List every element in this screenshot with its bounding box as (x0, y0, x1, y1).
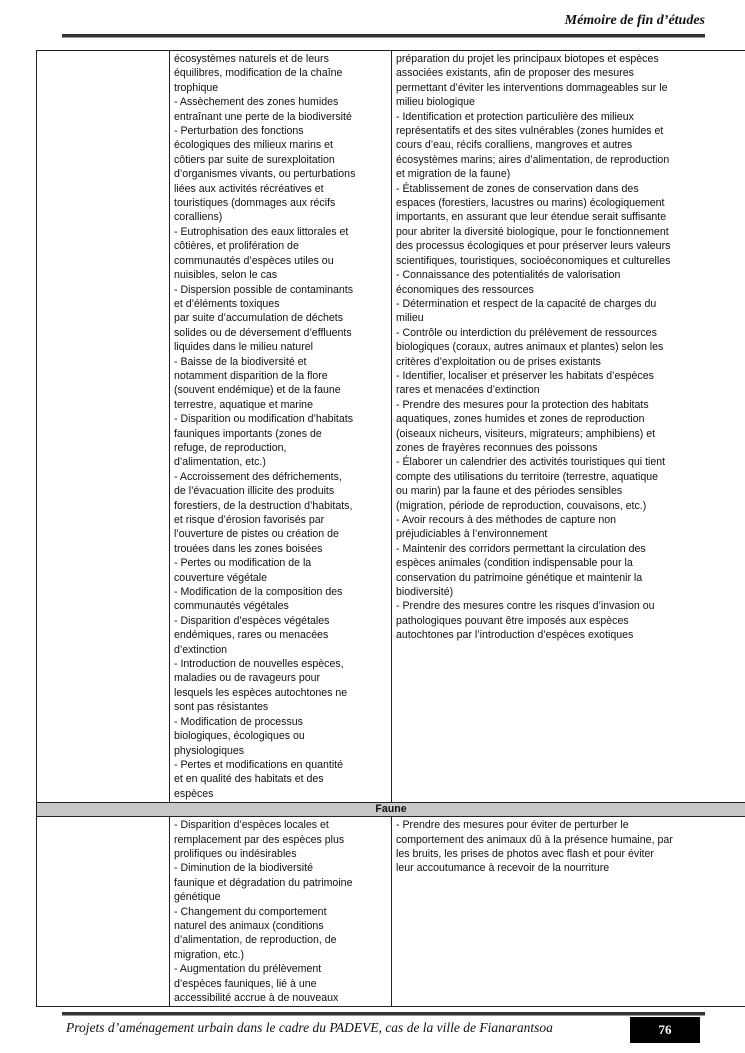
text-line: de l’évacuation illicite des produits (174, 485, 335, 498)
header-rule (62, 34, 705, 38)
text-line: critères d’exploitation ou de prises existants (396, 355, 601, 368)
text-line: liquides dans le milieu naturel (174, 341, 313, 354)
text-line: physiologiques (174, 744, 245, 757)
text-line: d’alimentation, etc.) (174, 456, 266, 469)
text-line: côtières, et prolifération de (174, 240, 299, 253)
text-line: représentatifs et des sites vulnérables (zones humides et (396, 125, 664, 138)
text-line: préjudiciables à l’environnement (396, 528, 548, 541)
text-line: - Perturbation des fonctions (174, 125, 304, 138)
text-line: couverture végétale (174, 571, 268, 584)
text-line: compte des utilisations du territoire (terrestre, aquatique (396, 470, 659, 483)
text-line: l’ouverture de pistes ou création de (174, 528, 339, 541)
text-line: endémiques, rares ou menacées (174, 629, 329, 642)
text-line: écologiques des milieux marins et (174, 139, 333, 152)
text-line: conservation du patrimoine génétique et maintenir la (396, 571, 643, 584)
text-line: écosystèmes naturels et de leurs (174, 53, 329, 65)
text-line: associées existants, afin de proposer des mesures (396, 67, 634, 80)
text-line: et en qualité des habitats et des (174, 773, 324, 786)
text-line: importants, en assurant que leur étendue serait suffisante (396, 211, 667, 224)
text-line: - Disparition d’espèces végétales (174, 614, 330, 627)
text-line: coralliens) (174, 211, 223, 224)
text-line: rares et menacées d’extinction (396, 384, 540, 397)
text-line: zones de frayères reconnues des poissons (396, 441, 598, 454)
text-line: sont pas résistantes (174, 701, 269, 714)
text-line: - Prendre des mesures contre les risques d’invasion ou (396, 600, 655, 613)
text-line: d’espèces fauniques, lié à une (174, 977, 317, 990)
page-number: 76 (630, 1017, 700, 1043)
text-line: - Modification de la composition des (174, 586, 343, 599)
text-line: biologiques, écologiques ou (174, 730, 305, 743)
text-line: - Assèchement des zones humides (174, 96, 339, 109)
text-line: - Disparition d’espèces locales et (174, 819, 329, 832)
text-line: - Prendre des mesures pour la protection des habitats (396, 398, 649, 411)
text-line: écosystèmes marins; aires d’alimentation, de reproduction (396, 153, 670, 166)
text-line: remplacement par des espèces plus (174, 833, 345, 846)
text-line: - Identification et protection particulière des milieux (396, 110, 634, 123)
text-line: - Disparition ou modification d’habitats (174, 413, 354, 426)
table-row-flore (37, 51, 745, 803)
text-line: - Pertes et modifications en quantité (174, 758, 344, 771)
text-line: équilibres, modification de la chaîne (174, 67, 343, 80)
text-line: terrestre, aquatique et marine (174, 398, 313, 411)
text-line: - Connaissance des potentialités de valorisation (396, 269, 621, 282)
text-line: faunique et dégradation du patrimoine (174, 876, 353, 889)
text-line: - Maintenir des corridors permettant la circulation des (396, 542, 646, 555)
text-line: pathologiques pouvant être imposés aux espèces (396, 614, 629, 627)
text-line: - Baisse de la biodiversité et (174, 355, 307, 368)
text-line: - Eutrophisation des eaux littorales et (174, 225, 349, 238)
text-line: communautés d’espèces utiles ou (174, 254, 334, 267)
text-line: notamment disparition de la flore (174, 369, 328, 382)
text-line: communautés végétales (174, 600, 289, 613)
text-line: - Détermination et respect de la capacité de charges du (396, 297, 657, 310)
measures-cell (392, 51, 745, 803)
text-line: fauniques importants (zones de (174, 427, 322, 440)
empty-cell (37, 817, 170, 1007)
text-line: pour abriter la diversité biologique, pour le fonctionnement (396, 225, 669, 238)
footer-rule (62, 1012, 705, 1016)
text-line: d’alimentation, de reproduction, de (174, 934, 337, 947)
text-line: (souvent endémique) et de la faune (174, 384, 341, 397)
text-line: (migration, période de reproduction, couvaisons, etc.) (396, 499, 647, 512)
impacts-cell (170, 51, 392, 803)
impacts-measures-table (36, 50, 745, 1007)
text-line: - Identifier, localiser et préserver les habitats d’espèces (396, 369, 654, 382)
text-line: - Modification de processus (174, 715, 303, 728)
text-line: accessibilité accrue à de nouveaux (174, 992, 339, 1004)
text-line: - Augmentation du prélèvement (174, 963, 322, 976)
text-line: d’extinction (174, 643, 227, 656)
text-line: trophique (174, 81, 219, 94)
text-line: biologiques (coraux, autres animaux et plantes) selon les (396, 341, 664, 354)
text-line: cours d’eau, récifs coralliens, mangroves et autres (396, 139, 633, 152)
text-line: maladies ou de ravageurs pour (174, 672, 321, 685)
text-line: biodiversité) (396, 586, 454, 599)
text-line: liées aux activités récréatives et (174, 182, 324, 195)
text-line: - Introduction de nouvelles espèces, (174, 658, 344, 671)
text-line: lesquels les espèces autochtones ne (174, 686, 348, 699)
text-line: autochtones par l’introduction d’espèces exotiques (396, 629, 634, 642)
section-heading: Faune (37, 803, 745, 817)
text-line: ou marin) par la faune et des périodes sensibles (396, 485, 623, 498)
text-line: aquatiques, zones humides et zones de reproduction (396, 413, 645, 426)
text-line: des processus écologiques et pour préserver leurs valeurs (396, 240, 671, 253)
text-line: espaces (forestiers, lacustres ou marins) écologiquement (396, 197, 665, 210)
text-line: par suite d’accumulation de déchets (174, 312, 344, 325)
text-line: préparation du projet les principaux biotopes et espèces (396, 53, 659, 65)
footer-text: Projets d’aménagement urbain dans le cadre du PADEVE, cas de la ville de Fianarantsoa (66, 1020, 553, 1035)
empty-cell (37, 51, 170, 803)
text-line: refuge, de reproduction, (174, 441, 287, 454)
text-line: forestiers, de la destruction d’habitats, (174, 499, 353, 512)
text-line: leur accoutumance à recevoir de la nourriture (396, 862, 610, 875)
text-line: - Établissement de zones de conservation dans des (396, 182, 639, 195)
section-band-faune (37, 803, 745, 817)
text-line: côtiers par suite de surexploitation (174, 153, 335, 166)
text-line: milieu (396, 312, 424, 325)
text-line: génétique (174, 891, 221, 904)
text-line: prolifiques ou indésirables (174, 847, 297, 860)
text-line: les bruits, les prises de photos avec flash et pour éviter (396, 847, 654, 860)
text-line: entraînant une perte de la biodiversité (174, 110, 352, 123)
text-line: - Prendre des mesures pour éviter de perturber le (396, 819, 629, 832)
text-line: solides ou de déversement d’effluents (174, 326, 352, 339)
text-line: - Avoir recours à des méthodes de capture non (396, 514, 617, 526)
text-line: espèces (174, 787, 214, 800)
text-line: milieu biologique (396, 96, 475, 109)
text-line: scientifiques, touristiques, socioéconomiques et culturelles (396, 254, 671, 267)
measures-cell (392, 817, 745, 1007)
text-line: espèces animales (condition indispensable pour la (396, 557, 633, 570)
table-row-faune (37, 817, 745, 1007)
text-line: - Dispersion possible de contaminants (174, 283, 354, 296)
text-line: permettant d’éviter les interventions dommageables sur le (396, 81, 668, 94)
text-line: et d’éléments toxiques (174, 297, 280, 310)
text-line: - Diminution de la biodiversité (174, 862, 313, 875)
text-line: naturel des animaux (conditions (174, 919, 324, 932)
text-line: et migration de la faune) (396, 168, 511, 181)
text-line: - Accroissement des défrichements, (174, 470, 342, 483)
text-line: nuisibles, selon le cas (174, 269, 278, 282)
text-line: trouées dans les zones boisées (174, 542, 323, 555)
text-line: économiques des ressources (396, 283, 534, 296)
text-line: touristiques (dommages aux récifs (174, 197, 336, 210)
text-line: d’organismes vivants, ou perturbations (174, 168, 356, 181)
text-line: et risque d’érosion favorisés par (174, 514, 325, 526)
text-line: - Changement du comportement (174, 905, 327, 918)
text-line: - Contrôle ou interdiction du prélèvement de ressources (396, 326, 657, 339)
text-line: (oiseaux nicheurs, visiteurs, migrateurs; amphibiens) et (396, 427, 656, 440)
running-header-title: Mémoire de fin d’études (564, 13, 705, 28)
impacts-cell (170, 817, 392, 1007)
text-line: - Élaborer un calendrier des activités touristiques qui tient (396, 456, 666, 469)
text-line: - Pertes ou modification de la (174, 557, 312, 570)
text-line: comportement des animaux dû à la présence humaine, par (396, 833, 673, 846)
text-line: migration, etc.) (174, 948, 245, 961)
